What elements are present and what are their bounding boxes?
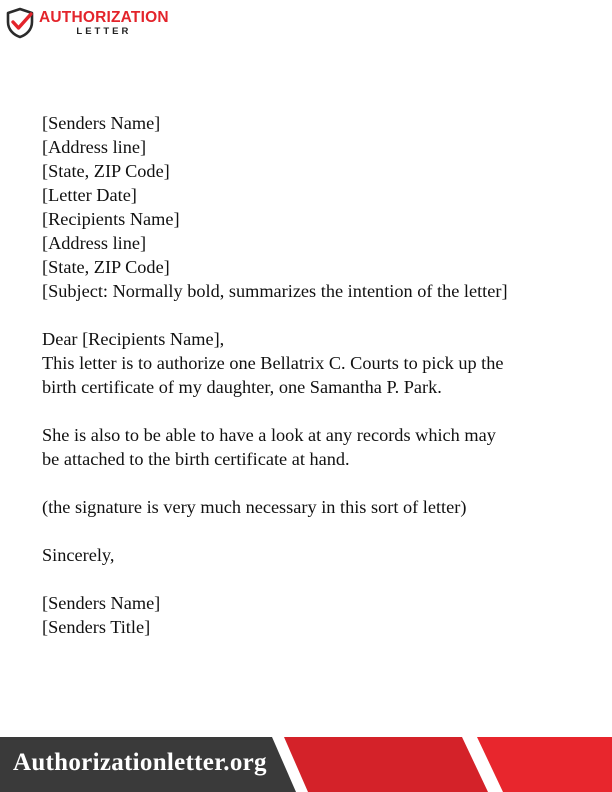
paragraph-line: This letter is to authorize one Bellatrix C. Courts to pick up the xyxy=(42,353,504,373)
sender-state-zip: [State, ZIP Code] xyxy=(42,161,170,181)
sender-address: [Address line] xyxy=(42,137,147,157)
paragraph-line: be attached to the birth certificate at hand. xyxy=(42,449,350,469)
signature-note: (the signature is very much necessary in this sort of letter) xyxy=(42,497,467,517)
recipient-state-zip: [State, ZIP Code] xyxy=(42,257,170,277)
signature-name: [Senders Name] xyxy=(42,593,161,613)
footer-site-link[interactable]: Authorizationletter.org xyxy=(13,749,267,776)
sender-block xyxy=(42,111,582,303)
paragraph-authorization xyxy=(42,351,582,399)
paragraph-line: birth certificate of my daughter, one Samantha P. Park. xyxy=(42,377,442,397)
brand-logo xyxy=(4,6,169,40)
footer-banner xyxy=(0,737,612,792)
subject-line: [Subject: Normally bold, summarizes the intention of the letter] xyxy=(42,281,508,301)
paragraph-records xyxy=(42,423,582,471)
logo-wordmark xyxy=(39,10,169,37)
shield-check-icon xyxy=(4,7,36,39)
recipient-name: [Recipients Name] xyxy=(42,209,180,229)
sender-name: [Senders Name] xyxy=(42,113,161,133)
paragraph-line: She is also to be able to have a look at any records which may xyxy=(42,425,496,445)
logo-subtitle: LETTER xyxy=(76,26,132,37)
letter-date: [Letter Date] xyxy=(42,185,137,205)
letter-body xyxy=(42,111,582,639)
closing: Sincerely, xyxy=(42,545,115,565)
logo-title: AUTHORIZATION xyxy=(39,8,169,26)
signature-block xyxy=(42,591,582,639)
signature-title: [Senders Title] xyxy=(42,617,151,637)
recipient-address: [Address line] xyxy=(42,233,147,253)
salutation: Dear [Recipients Name], xyxy=(42,329,225,349)
